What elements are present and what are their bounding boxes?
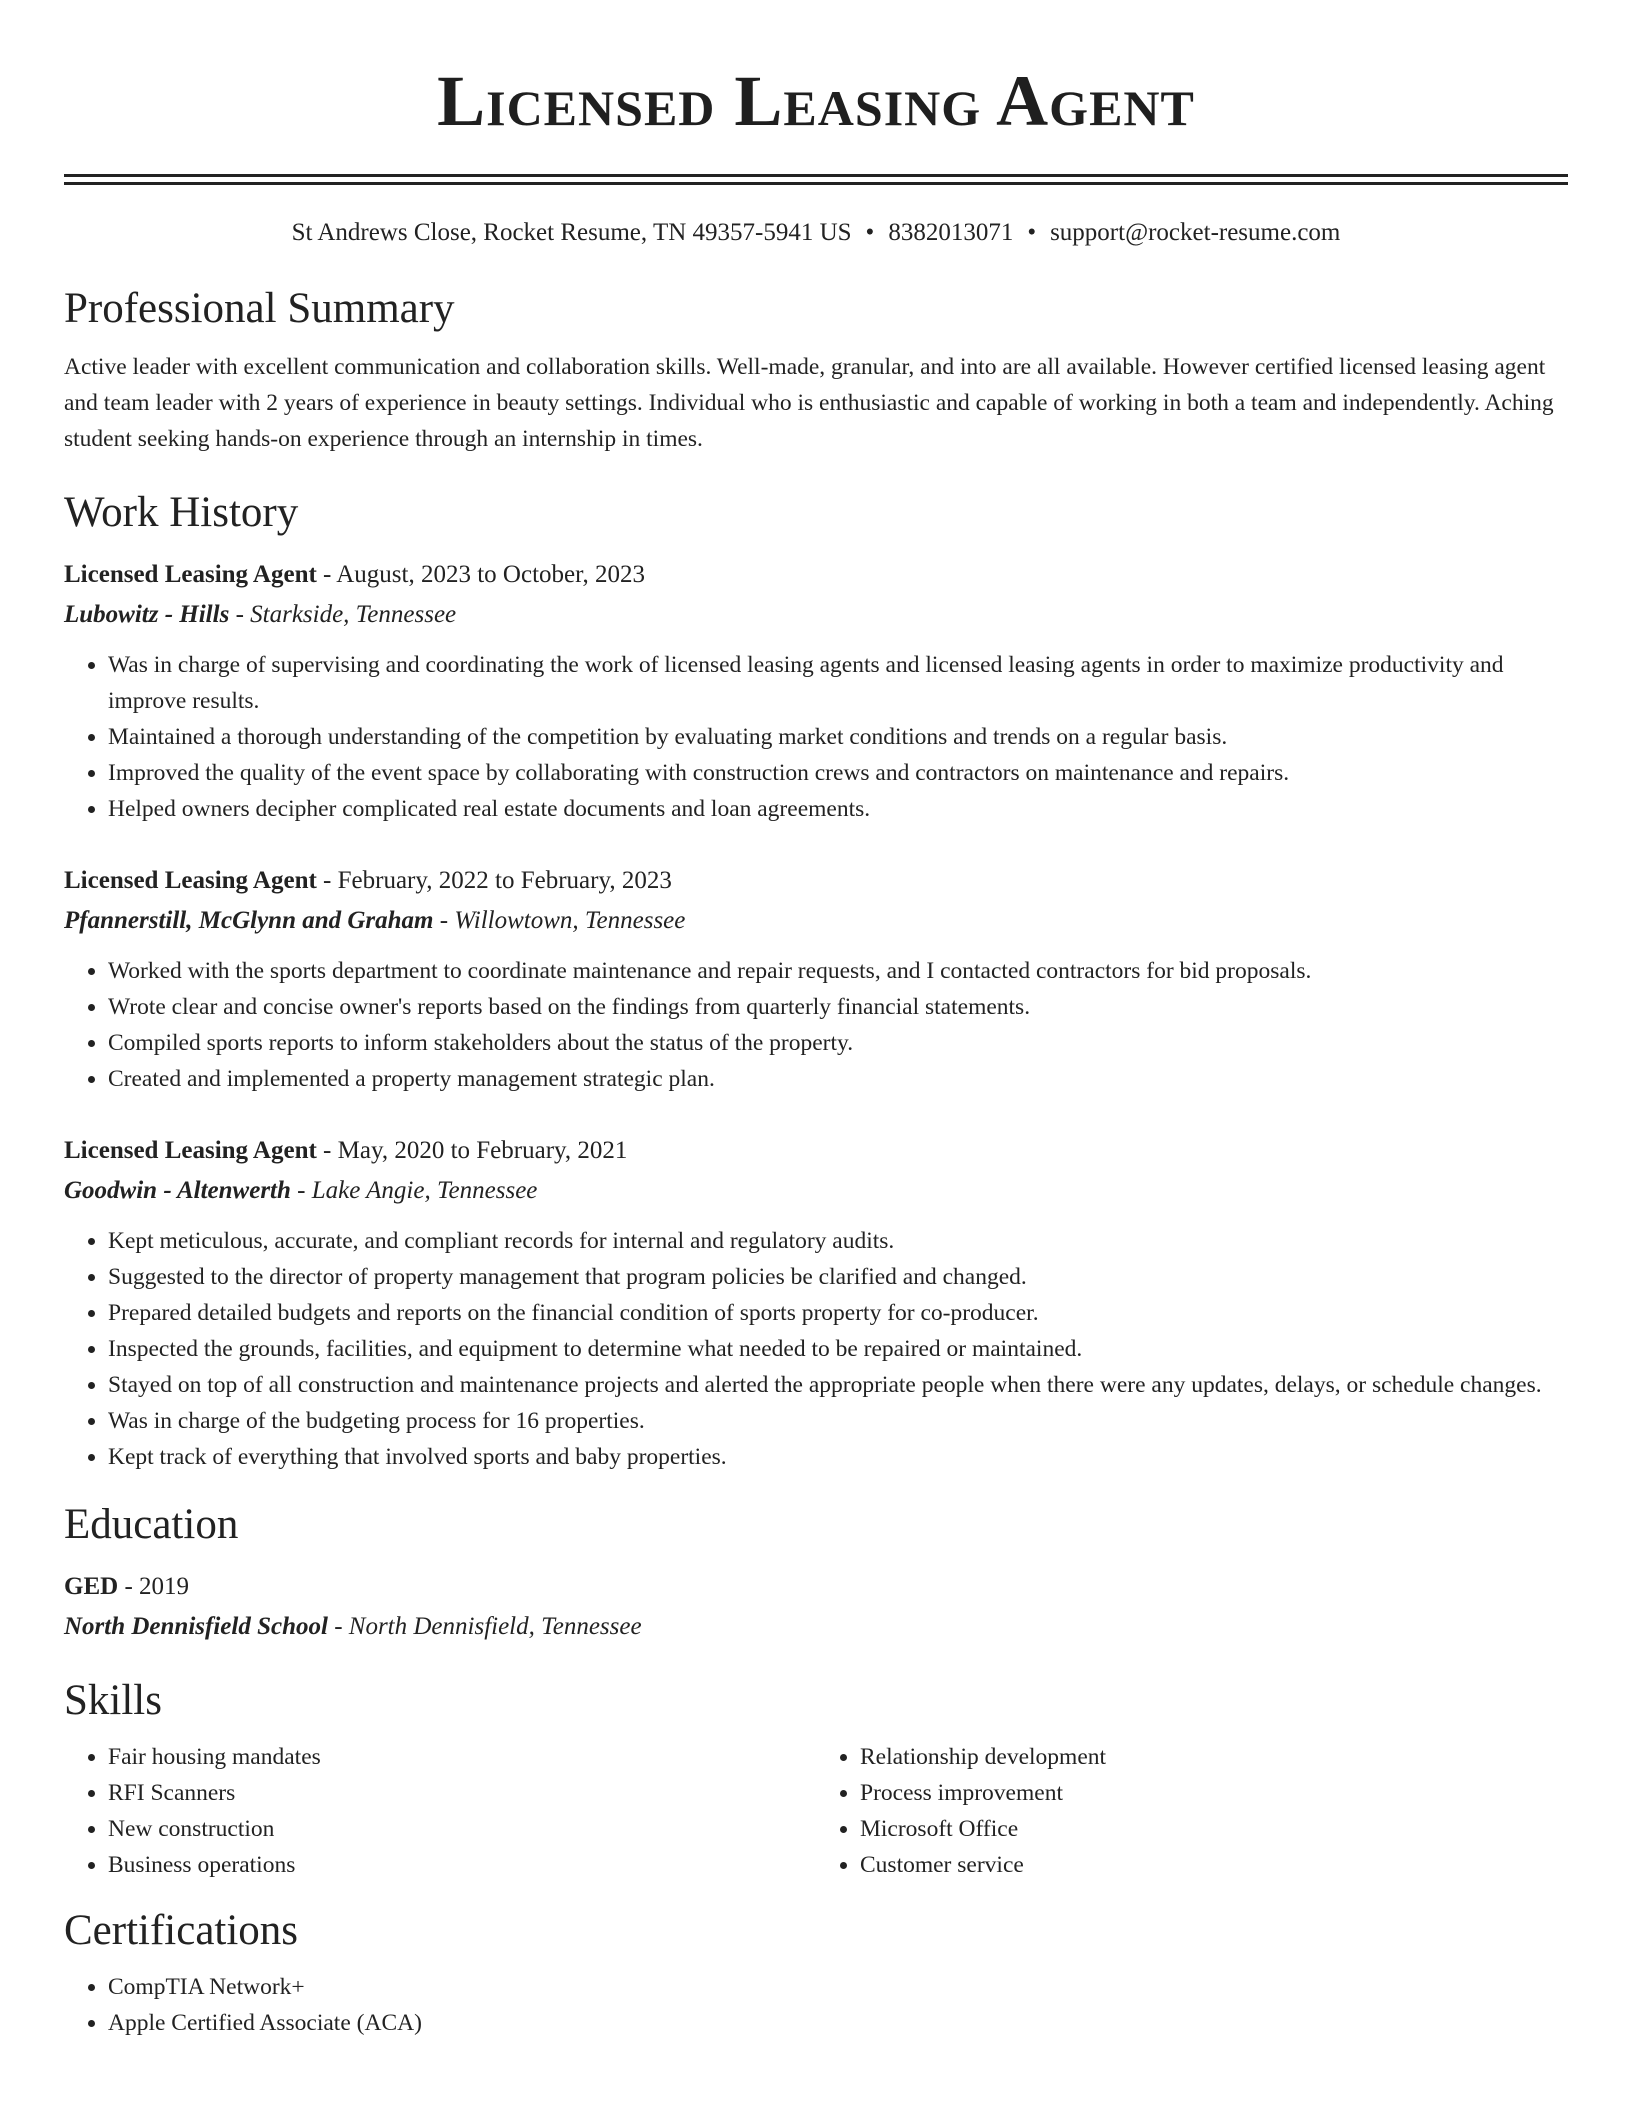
contact-address: St Andrews Close, Rocket Resume, TN 49357-5941 US: [291, 219, 852, 246]
job-company-line: Pfannerstill, McGlynn and Graham - Willowtown, Tennessee: [64, 907, 686, 934]
list-item: • Helped owners decipher complicated real estate documents and loan agreements.: [108, 791, 1568, 827]
education-location: North Dennisfield, Tennessee: [348, 1613, 642, 1640]
list-item: • Was in charge of the budgeting process for 16 properties.: [108, 1403, 1568, 1439]
summary-heading: Professional Summary: [64, 285, 455, 332]
list-item: • Wrote clear and concise owner's reports based on the findings from quarterly financial statements.: [108, 989, 1568, 1025]
list-item: • Compiled sports reports to inform stakeholders about the status of the property.: [108, 1025, 1568, 1061]
education-year: 2019: [139, 1573, 190, 1600]
list-item: • Business operations: [108, 1847, 816, 1883]
list-item: • Worked with the sports department to coordinate maintenance and repair requests, and I contacted contractors for bid proposals.: [108, 953, 1568, 989]
job-company-line: Goodwin - Altenwerth - Lake Angie, Tennessee: [64, 1177, 538, 1204]
list-item: • Stayed on top of all construction and maintenance projects and alerted the appropriate people when there were any updates, delays, or schedule changes.: [108, 1367, 1568, 1403]
work-history-heading: Work History: [64, 489, 299, 536]
certifications-heading: Certifications: [64, 1907, 299, 1954]
list-item: • Customer service: [860, 1847, 1568, 1883]
list-item: • Kept track of everything that involved sports and baby properties.: [108, 1439, 1568, 1475]
list-item: • Microsoft Office: [860, 1811, 1568, 1847]
job-role: Licensed Leasing Agent: [64, 561, 317, 588]
job-company: Pfannerstill, McGlynn and Graham: [64, 907, 434, 934]
job-dates: August, 2023 to October, 2023: [336, 561, 645, 588]
list-item: • New construction: [108, 1811, 816, 1847]
job-title-line: Licensed Leasing Agent - February, 2022 to February, 2023: [64, 867, 672, 894]
education-heading: Education: [64, 1501, 239, 1548]
job-bullets: [64, 647, 1568, 827]
job-title-line: Licensed Leasing Agent - May, 2020 to February, 2021: [64, 1137, 628, 1164]
job-dates: May, 2020 to February, 2021: [337, 1137, 628, 1164]
skills-columns: [64, 1739, 1568, 1883]
skills-left-column: [64, 1739, 816, 1883]
education-entry: [64, 1567, 1568, 1647]
job-entry: [64, 861, 1568, 1097]
list-item: • Kept meticulous, accurate, and compliant records for internal and regulatory audits.: [108, 1223, 1568, 1259]
education-degree-line: GED - 2019: [64, 1573, 190, 1600]
job-location: Starkside, Tennessee: [250, 601, 457, 628]
skills-right-column: [816, 1739, 1568, 1883]
education-school-line: North Dennisfield School - North Dennisfield, Tennessee: [64, 1613, 642, 1640]
education-school: North Dennisfield School: [64, 1613, 328, 1640]
job-entry: [64, 1131, 1568, 1475]
list-item: • Inspected the grounds, facilities, and equipment to determine what needed to be repaired or maintained.: [108, 1331, 1568, 1367]
job-role: Licensed Leasing Agent: [64, 1137, 317, 1164]
job-company: Goodwin - Altenwerth: [64, 1177, 291, 1204]
list-item: • Maintained a thorough understanding of the competition by evaluating market conditions and trends on a regular basis.: [108, 719, 1568, 755]
job-bullets: [64, 953, 1568, 1097]
job-title-line: Licensed Leasing Agent - August, 2023 to October, 2023: [64, 561, 645, 588]
resume-name: Licensed Leasing Agent: [437, 61, 1195, 141]
job-location: Lake Angie, Tennessee: [311, 1177, 538, 1204]
job-dates: February, 2022 to February, 2023: [337, 867, 672, 894]
list-item: • Suggested to the director of property management that program policies be clarified and changed.: [108, 1259, 1568, 1295]
list-item: • CompTIA Network+: [108, 1969, 1568, 2005]
job-entry: [64, 555, 1568, 827]
contact-email: support@rocket-resume.com: [1050, 219, 1341, 246]
certifications-list: [64, 1969, 1568, 2041]
job-company-line: Lubowitz - Hills - Starkside, Tennessee: [64, 601, 457, 628]
header-double-rule: [64, 174, 1568, 185]
list-item: • Fair housing mandates: [108, 1739, 816, 1775]
list-item: • Apple Certified Associate (ACA): [108, 2005, 1568, 2041]
list-item: • RFI Scanners: [108, 1775, 816, 1811]
list-item: • Created and implemented a property management strategic plan.: [108, 1061, 1568, 1097]
contact-separator: •: [1027, 219, 1037, 246]
list-item: • Was in charge of supervising and coordinating the work of licensed leasing agents and licensed leasing agents in order to maximize productivity and improve results.: [108, 647, 1568, 719]
list-item: • Prepared detailed budgets and reports on the financial condition of sports property for co-producer.: [108, 1295, 1568, 1331]
list-item: • Process improvement: [860, 1775, 1568, 1811]
job-location: Willowtown, Tennessee: [454, 907, 686, 934]
job-role: Licensed Leasing Agent: [64, 867, 317, 894]
job-company: Lubowitz - Hills: [64, 601, 230, 628]
contact-line: [64, 217, 1568, 249]
job-bullets: [64, 1223, 1568, 1475]
contact-phone: 8382013071: [888, 219, 1014, 246]
list-item: • Improved the quality of the event space by collaborating with construction crews and contractors on maintenance and repairs.: [108, 755, 1568, 791]
contact-separator: •: [865, 219, 875, 246]
education-degree: GED: [64, 1573, 119, 1600]
skills-heading: Skills: [64, 1677, 162, 1724]
summary-text: Active leader with excellent communication and collaboration skills. Well-made, granular, and into are all available. However certified licensed leasing agent and team leader with 2 years of experience in beauty settings. Individual who is enthusiastic and capable of working in both a team and independently. Aching student seeking hands-on experience through an internship in times.: [64, 354, 1554, 452]
list-item: • Relationship development: [860, 1739, 1568, 1775]
